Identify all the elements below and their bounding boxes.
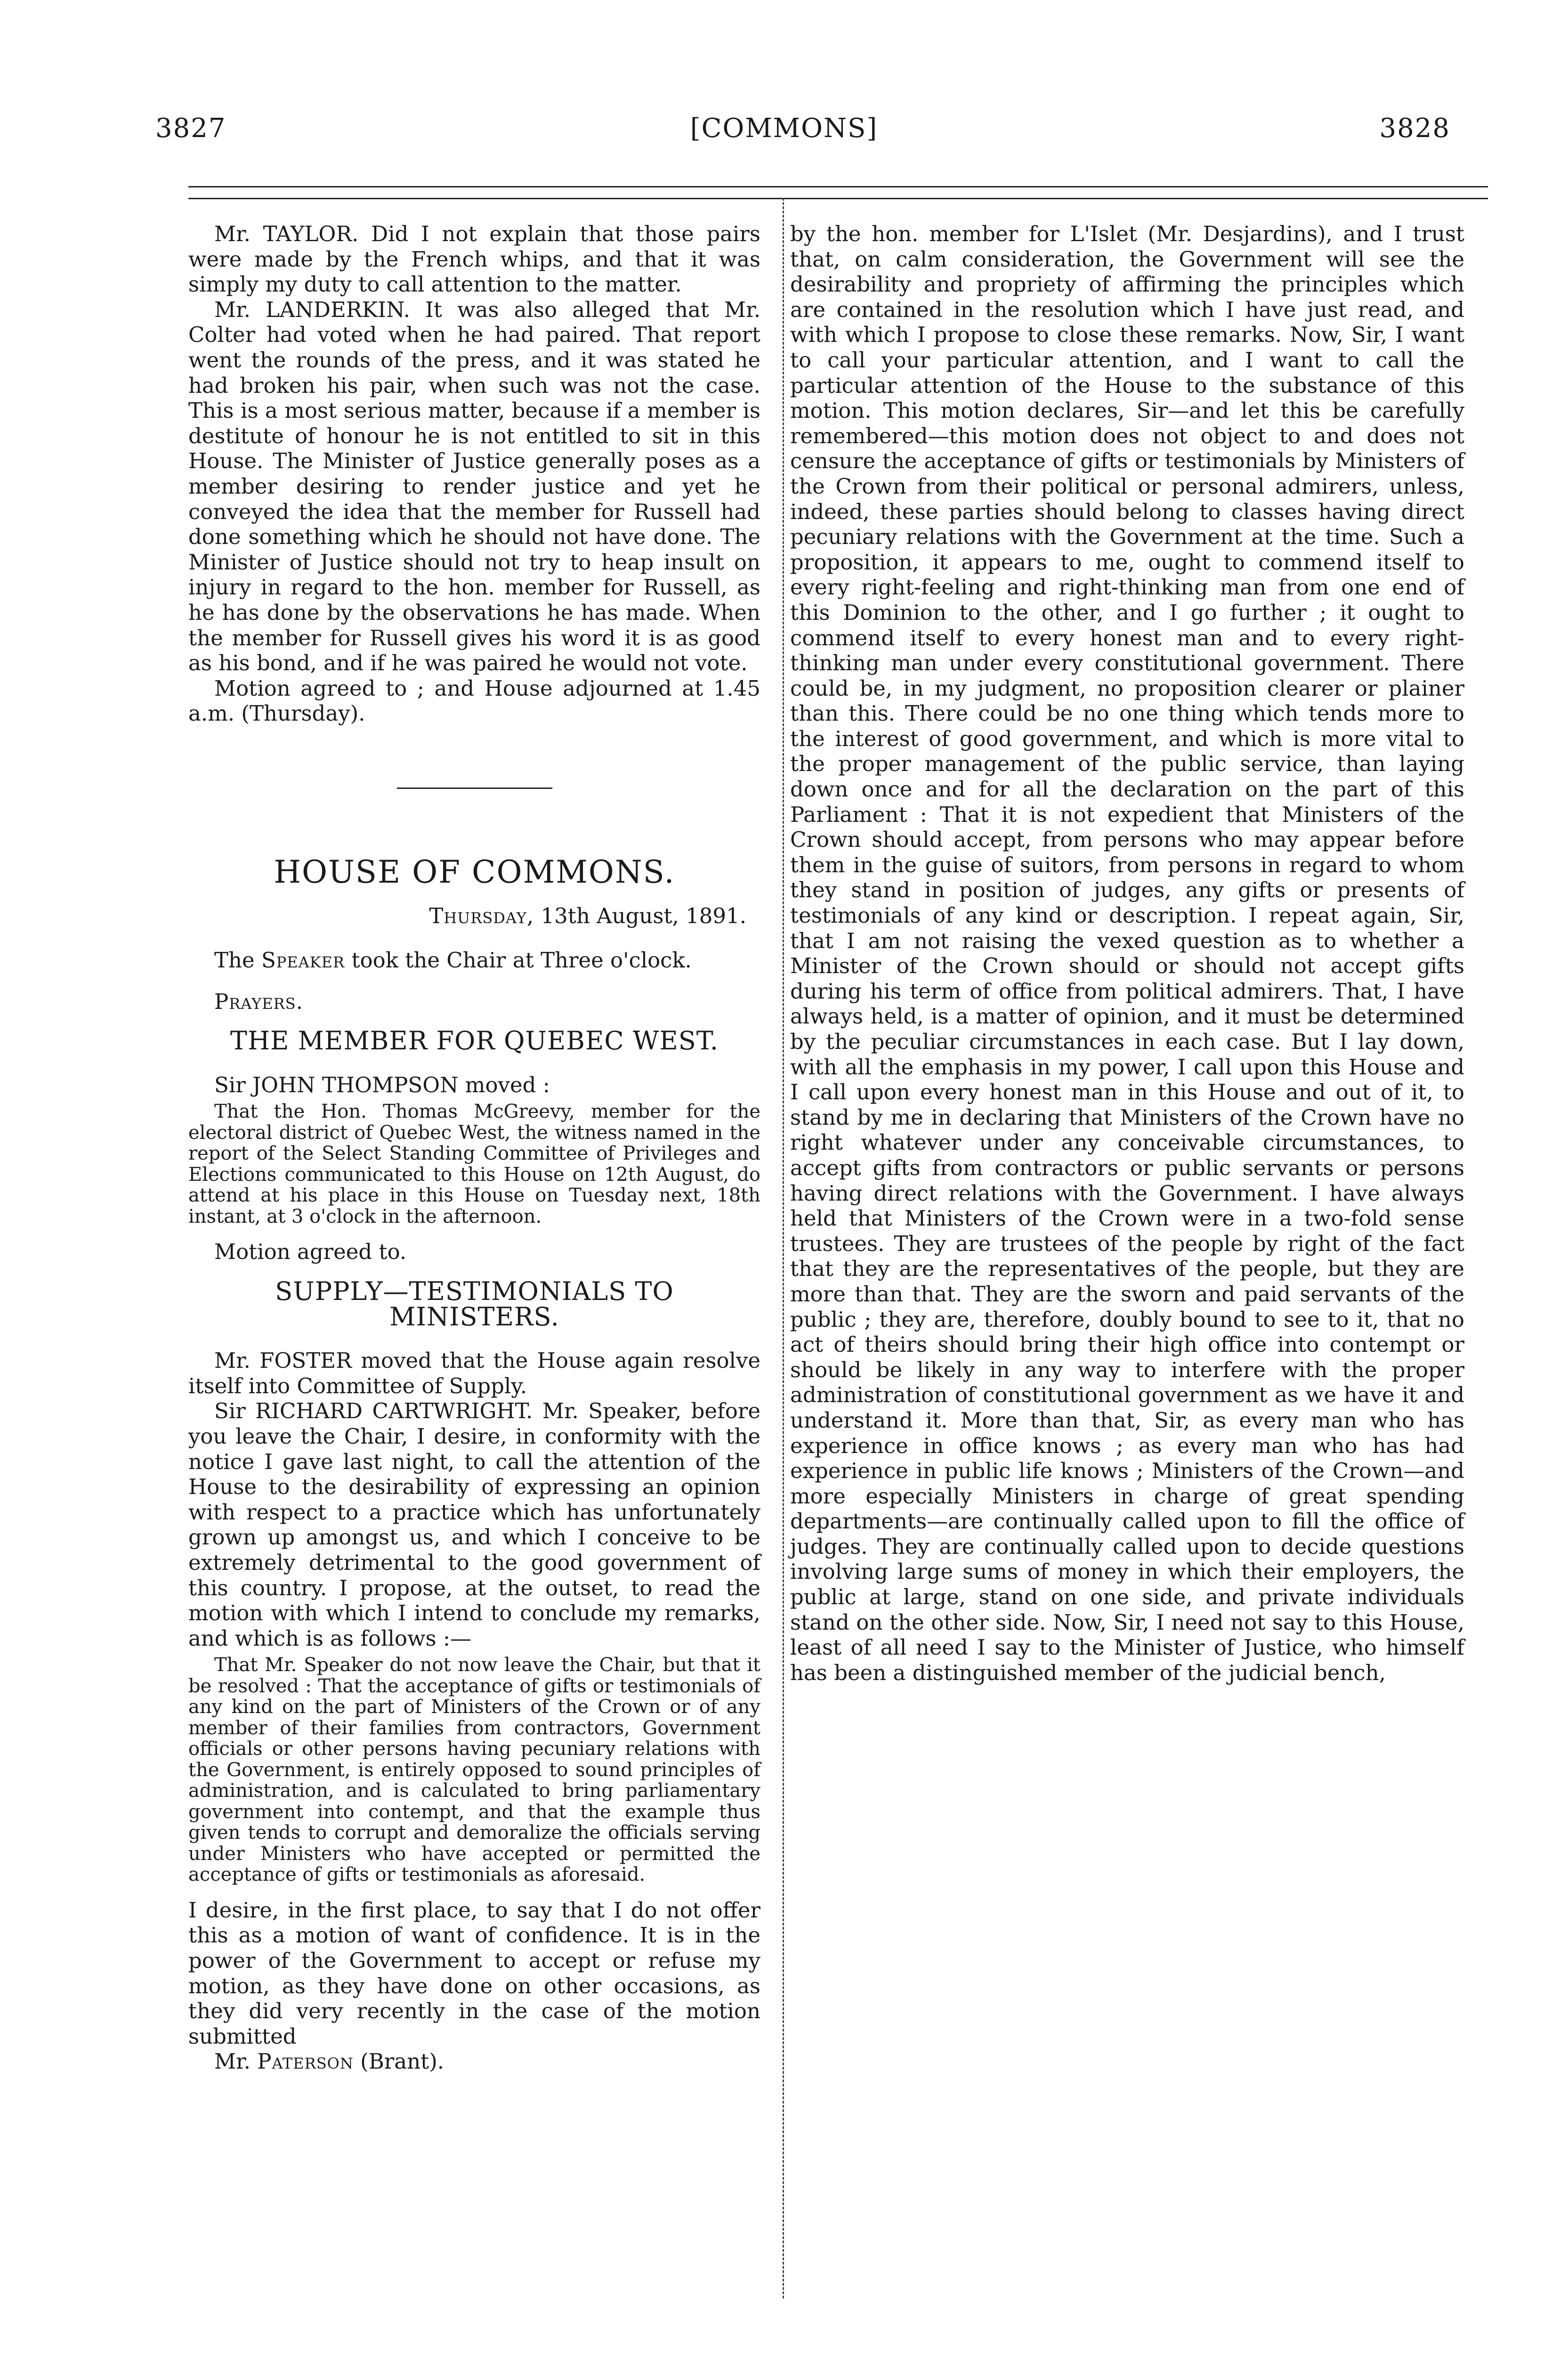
speech-text: It was also alleged that Mr. Colter had voted when he had paired. That report went the rounds of the press, and it was stated he had broken his pair, when such was not the case. This is a most serious matter, because if a member is destitute of honour he is not entitled to sit in this House. The Minister of Justice generally poses as a member desiring to render justice and yet he conveyed the idea that the member for Russell had done something which he should not have done. The Minister of Justice should not try to heap insult on injury in regard to the hon. member for Russell, as he has done by the observations he has made. When the member for Russell gives his word it is as good as his bond, and if he was paired he would not vote.: [188, 297, 760, 676]
speaker-name: Sir RICHARD CARTWRIGHT.: [214, 1398, 533, 1424]
cartwright-paragraph: [188, 1398, 760, 1651]
chair-speaker: Speaker: [261, 948, 345, 973]
house-title: HOUSE OF COMMONS.: [274, 853, 675, 890]
adjournment-note: Motion agreed to ; and House adjourned at 1.45 a.m. (Thursday).: [188, 675, 760, 726]
motion-agreed: Motion agreed to.: [214, 1239, 407, 1265]
column-divider: [783, 198, 784, 2298]
motion-text: That the Hon. Thomas McGreevy, member for the electoral district of Quebec West, the witness named in the report of the Select Standing Committee of Privileges and Elections communicated to this House on 12th August, do attend at his place in this House on Tuesday next, 18th instant, at 3 o'clock in the afternoon.: [188, 1101, 760, 1227]
page-number-left: 3827: [155, 113, 226, 144]
continued-speech: by the hon. member for L'Islet (Mr. Desjardins), and I trust that, on calm consideration, the Government will see the desirability and propriety of affirming the principles which are contained in the resolution which I have just read, and with which I propose to close these remarks. Now, Sir, I want to call your particular attention, and I want to call the particular attention of the House to the substance of this motion. This motion declares, Sir—and let this be carefully remembered—this motion does not object to and does not censure the acceptance of gifts or testimonials by Ministers of the Crown from their political or personal admirers, unless, indeed, these parties should belong to classes having direct pecuniary relations with the Government at the time. Such a proposition, it appears to me, ought to commend itself to every right-feeling and right-thinking man from one end of this Dominion to the other, and I go further ; it ought to commend itself to every honest man and to every right-thinking man under every constitutional government. There could be, in my judgment, no proposition clearer or plainer than this. There could be no one thing which tends more to the interest of good government, and which is more vital to the proper management of the public service, than laying down once and for all the declaration on the part of this Parliament : That it is not expedient that Ministers of the Crown should accept, from persons who may appear before them in the guise of suitors, from persons in regard to whom they stand in position of judges, any gifts or presents of testimonials of any kind or description. I repeat again, Sir, that I am not raising the vexed question as to whether a Minister of the Crown should or should not accept gifts during his term of office from political admirers. That, I have always held, is a matter of opinion, and it must be determined by the peculiar circumstances in each case. But I lay down, with all the emphasis in my power, I call upon this House and I call upon every honest man in this House and out of it, to stand by me in declaring that Ministers of the Crown have no right whatever under any conceivable circumstances, to accept gifts from contractors or public servants or persons having direct relations with the Government. I have always held that Ministers of the Crown were in a two-fold sense trustees. They are trustees of the people by right of the fact that they are the representatives of the people, but they are more than that. They are the sworn and paid servants of the public ; they are, therefore, doubly bound to see to it, that no act of theirs should bring their high office into contempt or should be likely in any way to interfere with the proper administration of constitutional government as we have it and understand it. More than that, Sir, as every man who has experience in office knows ; as every man who has had experience in public life knows ; Ministers of the Crown—and more especially Ministers in charge of great spending departments—are continually called upon to fill the office of judges. They are continually called upon to decide questions involving large sums of money in which their employers, the public at large, stand on one side, and private individuals stand on the other side. Now, Sir, I need not say to this House, least of all need I say to the Minister of Justice, who himself has been a distinguished member of the judicial bench,: [790, 221, 1464, 1685]
spacer: [188, 973, 760, 989]
left-column: [188, 221, 760, 2074]
desire-paragraph: I desire, in the first place, to say that I do not offer this as a motion of want of confidence. It is in the power of the Government to accept or refuse my motion, as they have done on other occasions, as they did very recently in the case of the motion submitted: [188, 1897, 760, 2049]
sitting-day: Thursday,: [429, 903, 534, 929]
header-rule-top: [188, 186, 1488, 187]
page-number-right: 3828: [1379, 113, 1450, 144]
landerkin-paragraph: [188, 297, 760, 676]
chair-rest: took the Chair at Three o'clock.: [351, 948, 692, 973]
prayers-note: Prayers.: [214, 989, 303, 1014]
member-heading: THE MEMBER FOR QUEBEC WEST.: [230, 1026, 719, 1056]
signature-suffix: (Brant).: [360, 2049, 445, 2074]
speaker-name: Mr. TAYLOR.: [214, 221, 359, 246]
chair-the: The: [214, 948, 255, 973]
speech-text: Did I not explain that those pairs were made by the French whips, and that it was simply my duty to call attention to the matter.: [188, 221, 761, 297]
taylor-paragraph: [188, 221, 760, 297]
signature-line: [188, 2049, 760, 2074]
section-rule: [397, 788, 552, 789]
running-header: [COMMONS]: [690, 113, 878, 144]
signature-name: Paterson: [257, 2049, 354, 2074]
chair-note: [188, 948, 760, 973]
sitting-date-rest: 13th August, 1891.: [541, 903, 746, 929]
header-rule-bottom: [188, 198, 1488, 199]
speech-text: Mr. Speaker, before you leave the Chair, I desire, in conformity with the notice I gave last night, to call the attention of the House to the desirability of expressing an opinion with respect to a practice which has unfortunately grown up amongst us, and which I conceive to be extremely detrimental to the good government of this country. I propose, at the outset, to read the motion with which I intend to conclude my remarks, and which is as follows :—: [188, 1398, 760, 1651]
motion-text: That Mr. Speaker do not now leave the Chair, but that it be resolved : That the acceptance of gifts or testimonials of any kind on the part of Ministers of the Crown or of any member of their families from contractors, Government officials or other persons having pecuniary relations with the Government, is entirely opposed to sound principles of administration, and is calculated to bring parliamentary government into contempt, and that the example thus given tends to corrupt and demoralize the officials serving under Ministers who have accepted or permitted the acceptance of gifts or testimonials as aforesaid.: [188, 1654, 760, 1886]
supply-heading: SUPPLY—TESTIMONIALS TO MINISTERS.: [275, 1276, 674, 1332]
thompson-moved: Sir JOHN THOMPSON moved :: [214, 1072, 550, 1097]
signature-prefix: Mr.: [214, 2049, 251, 2074]
sitting-date: [188, 903, 760, 929]
right-column: [790, 221, 1464, 1685]
speaker-name: Mr. LANDERKIN.: [214, 297, 410, 322]
foster-paragraph: Mr. FOSTER moved that the House again resolve itself into Committee of Supply.: [188, 1348, 760, 1398]
